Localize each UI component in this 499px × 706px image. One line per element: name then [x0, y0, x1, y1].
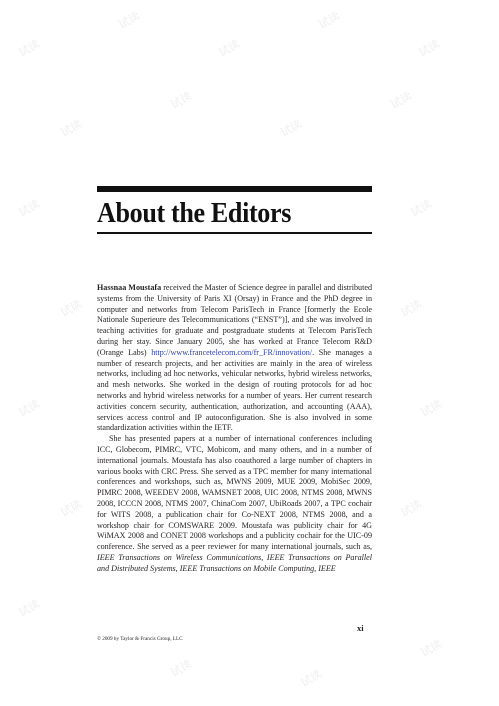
watermark: 试读 — [216, 37, 243, 60]
bio-paragraph-1-text-b: . She manages a number of research projects, and her activities are mainly in the area of wireless networks, including ad hoc networks, vehicular networks, hybrid wireless networks, and mesh networks. She worked in the design of routing protocols for ad hoc networks and hybrid wireless networks for a number of years. Her current research activities concern security, authentication, authorization, and accounting (AAA), services access control and IP autoconfiguration. She is also involved in some standardization activities within the IETF. — [97, 347, 372, 433]
bio-paragraph-1 — [97, 283, 372, 434]
journal-list: IEEE Transactions on Wireless Communications, IEEE Transactions on Parallel and Distributed Systems, IEEE Transactions on Mobile Computing, IEEE — [97, 552, 372, 573]
watermark: 试读 — [58, 497, 85, 520]
bio-body — [97, 283, 372, 575]
watermark: 试读 — [58, 117, 85, 140]
editor-name: Hassnaa Moustafa — [97, 283, 162, 292]
page-number: xi — [357, 623, 364, 633]
watermark: 试读 — [116, 9, 143, 32]
watermark: 试读 — [58, 297, 85, 320]
chapter-rule-bottom — [97, 232, 372, 234]
watermark: 试读 — [398, 497, 425, 520]
watermark: 试读 — [408, 197, 435, 220]
chapter-title: About the Editors — [97, 197, 292, 229]
watermark: 试读 — [16, 37, 43, 60]
chapter-rule-top — [97, 186, 372, 192]
watermark: 试读 — [168, 89, 195, 112]
watermark: 试读 — [16, 397, 43, 420]
watermark: 试读 — [416, 37, 443, 60]
watermark: 试读 — [16, 197, 43, 220]
bio-paragraph-2-text: She has presented papers at a number of international conferences including ICC, Globecom, PIMRC, VTC, Mobicom, and many others, and in a number of international journals. Moustafa has also coauthored a large number of chapters in various books with CRC Press. She served as a TPC member for many international conferences and workshops, such as, MWNS 2009, MUE 2009, MobiSec 2009, PIMRC 2008, WEEDEV 2008, WAMSNET 2008, UIC 2008, NTMS 2008, MWNS 2008, ICCCN 2008, NTMS 2007, ChinaCom 2007, UbiRoads 2007, a TPC cochair for WITS 2008, a publication chair for Co-NEXT 2008, NTMS 2008, and a workshop chair for COMSWARE 2009. Moustafa was publicity chair for 4G WiMAX 2008 and CONET 2008 workshops and a publicity cochair for the UIC-09 conference. She served as a peer reviewer for many international journals, such as, — [97, 434, 372, 552]
watermark: 试读 — [16, 597, 43, 620]
watermark: 试读 — [316, 9, 343, 32]
watermark: 试读 — [168, 657, 195, 680]
watermark: 试读 — [278, 117, 305, 140]
watermark: 试读 — [418, 637, 445, 660]
watermark: 试读 — [298, 667, 325, 690]
watermark: 试读 — [398, 297, 425, 320]
bio-paragraph-1-text-a: received the Master of Science degree in parallel and distributed systems from the University of Paris XI (Orsay) in France and the PhD degree in computer and networks from Telecom ParisTech in France [formerly the Ecole Nationale Superieure des Telecommunications (“ENST”)], and she was involved in teaching activities for graduate and postgraduate students at Telecom ParisTech during her stay. Since January 2005, she has worked at France Telecom R&D (Orange Labs) — [97, 283, 372, 357]
orange-labs-link[interactable]: http://www.francetelecom.com/fr_FR/innovation/ — [151, 347, 313, 357]
copyright-notice: © 2009 by Taylor & Francis Group, LLC — [97, 636, 183, 642]
watermark: 试读 — [418, 397, 445, 420]
watermark: 试读 — [388, 89, 415, 112]
bio-paragraph-2 — [97, 434, 372, 574]
